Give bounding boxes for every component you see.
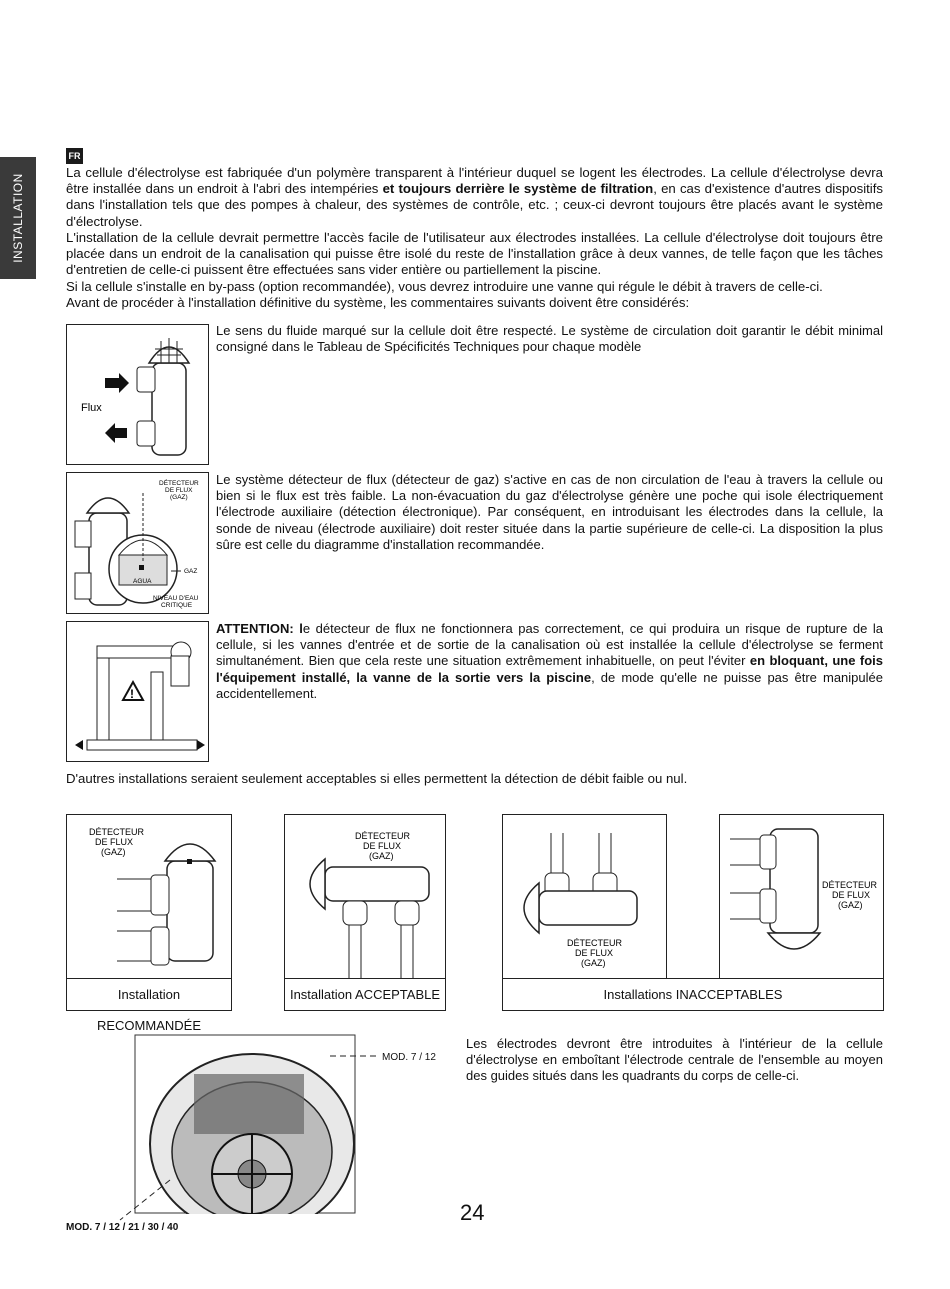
caption-recommended: Installation RECOMMANDÉE [66, 978, 232, 1011]
mod-bottom-label: MOD. 7 / 12 / 21 / 30 / 40 [66, 1222, 179, 1233]
unacc1-detector-3: (GAZ) [581, 958, 606, 968]
intro-paragraph-1: La cellule d'électrolyse est fabriquée d'un polymère transparent à l'intérieur duquel se logent les électrodes. La cellule d'électrolyse devra être installée dans un endroit à l'abri des intempéries et toujours derrière le système de filtration, en cas d'existence d'autres dispositifs dans l'installation tels que des pompes à chaleur, des systèmes de contrôle, etc. ; ceux-ci devront toujours être placés avant le système d'électrolyse. [66, 165, 883, 229]
section-side-tab-label: INSTALLATION [11, 173, 25, 263]
language-badge: FR [66, 148, 83, 164]
detector-label-1: DÉTECTEUR [159, 480, 199, 487]
detector-label-2: DE FLUX [165, 487, 193, 494]
level-label-1: NIVEAU D'EAU [153, 595, 199, 602]
electrodes-callouts [60, 1040, 380, 1230]
unacc2-detector-2: DE FLUX [832, 890, 871, 900]
attention-text: ATTENTION: le détecteur de flux ne fonctionnera pas correctement, ce qui produira un risque de rupture de la cellule, si les vannes d'entrée et de sortie de la canalisation où est installée la cellule d'électrolyse se ferment simultanément. Bien que cela reste une situation extrêmement inhabituelle, on peut l'éviter en bloquant, une fois l'équipement installé, la vanne de la sortie vers la piscine, de mode qu'elle ne puisse pas être manipulée accidentellement. [216, 621, 884, 701]
acc-detector-3: (GAZ) [369, 851, 394, 861]
acceptable-install-figure [284, 814, 446, 979]
intro-paragraph-4: Avant de procéder à l'installation définitive du système, les commentaires suivants doivent être considérés: [66, 295, 690, 310]
acc-detector-2: DE FLUX [363, 841, 402, 851]
intro-paragraph-3: Si la cellule s'installe en by-pass (option recommandée), vous devrez introduire une vanne qui régule le débit à travers de celle-ci. [66, 279, 823, 294]
rec-detector-3: (GAZ) [101, 847, 126, 857]
gas-detector-text: Le système détecteur de flux (détecteur de gaz) s'active en cas de non circulation de l'eau à travers la cellule ou bien si le flux est très faible. La non-évacuation du gaz d'électrolyse génère une poche qui isole électriquement l'électrode auxiliaire (détection électronique). Par conséquent, en introduisant les électrodes dans la cellule, la sonde de niveau (électrode auxiliaire) doit rester située dans la partie supérieure de celle-ci. La disposition la plus sûre est celle du diagramme d'installation recommandée. [216, 472, 883, 552]
unacc2-detector-3: (GAZ) [838, 900, 863, 910]
unacceptable-install-figure-1 [502, 814, 667, 979]
valves-warning-figure [66, 621, 209, 762]
recommended-install-figure [66, 814, 232, 979]
gas-detector-figure [66, 472, 209, 614]
agua-label: AGUA [133, 578, 152, 585]
svg-text:!: ! [130, 687, 134, 701]
gaz-label: GAZ [184, 568, 198, 575]
unacc1-detector-1: DÉTECTEUR [567, 938, 623, 948]
acc-detector-1: DÉTECTEUR [355, 831, 411, 841]
level-label-2: CRITIQUE [161, 602, 193, 609]
rec-detector-2: DE FLUX [95, 837, 134, 847]
rec-detector-1: DÉTECTEUR [89, 827, 145, 837]
flow-direction-figure [66, 324, 209, 465]
detector-label-3: (GAZ) [170, 494, 188, 501]
intro-paragraph-2: L'installation de la cellule devrait permettre l'accès facile de l'utilisateur aux électrodes installées. La cellule d'électrolyse doit toujours être placée dans un endroit de la canalisation qui puisse être isolé du reste de l'installation grâce à deux vannes, de telle façon que les tâches d'entretien de celle-ci puissent être effectuées sans vider entière ou partiellement la piscine. [66, 230, 883, 278]
unacceptable-install-figure-2 [719, 814, 884, 979]
caption-acceptable: Installation ACCEPTABLE [284, 978, 446, 1011]
unacc1-detector-2: DE FLUX [575, 948, 614, 958]
caption-unacceptable: Installations INACCEPTABLES [502, 978, 884, 1011]
flux-label: Flux [81, 402, 102, 414]
page-number: 24 [460, 1200, 485, 1225]
electrodes-text: Les électrodes devront être introduites à l'intérieur de la cellule d'électrolyse en emboîtant l'électrode centrale de l'ensemble au moyen des guides situés dans les quadrants du corps de celle-ci. [466, 1036, 883, 1084]
section-side-tab [0, 157, 36, 279]
other-installations-text: D'autres installations seraient seulement acceptables si elles permettent la détection de débit faible ou nul. [66, 771, 688, 786]
mod-top-label: MOD. 7 / 12 [382, 1052, 436, 1063]
flow-direction-text: Le sens du fluide marqué sur la cellule doit être respecté. Le système de circulation doit garantir le débit minimal consigné dans le Tableau de Spécificités Techniques pour chaque modèle [216, 323, 883, 355]
unacc2-detector-1: DÉTECTEUR [822, 880, 878, 890]
